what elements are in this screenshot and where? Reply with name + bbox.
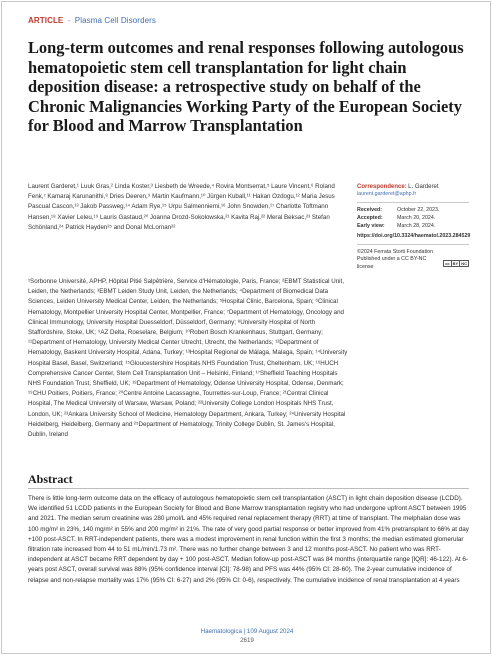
article-page xyxy=(1,1,491,654)
article-category-header xyxy=(28,16,156,25)
cc-license-icon[interactable] xyxy=(443,260,469,267)
page-footer xyxy=(2,627,492,645)
abstract-heading: Abstract xyxy=(28,472,73,486)
article-info-sidebar xyxy=(357,184,469,271)
journal-citation[interactable]: Haematologica | 109 August 2024 xyxy=(200,628,294,635)
header-separator: - xyxy=(67,16,71,25)
article-title: Long-term outcomes and renal responses following autologous hematopoietic stem cell transplantation for light chain deposition disease: a retrospective study on behalf of the Chronic Malignancies Working Party of the European Society for Blood and Marrow Transplantation xyxy=(28,38,464,135)
early-view-date: March 28, 2024. xyxy=(397,222,436,229)
doi-link[interactable]: https://doi.org/10.3324/haematol.2023.284529 xyxy=(357,233,471,240)
author-list: Laurent Garderet,¹ Luuk Gras,² Linda Koster,³ Liesbeth de Wreede,⁴ Rovira Montserrat,⁵ Laure Vincent,⁶ Roland Fenk,⁷ Kamaraj Karunanithi,⁸ Dries Deeren,⁹ Martin Kaufmann,¹⁰ Jürgen Kuball,¹¹ Hakan Ozdogu,¹² Maria Jesus Pascual Cascon,¹³ Jakob Passweg,¹⁴ Adam Rye,¹⁵ Urpu Salmenniemi,¹⁶ John Snowden,¹⁷ Charlotte Toftmann Hansen,¹⁸ Xavier Leleu,¹⁹ Lauris Gastaud,²⁰ Joanna Drozd-Sokolowska,²¹ Kavita Raj,²² Meral Beksac,²³ Stefan Schönland,²⁴ Patrick Hayden²⁵ and Donal McLornan²² xyxy=(28,183,335,231)
article-dates xyxy=(357,207,469,230)
correspondence-name: L. Garderet xyxy=(408,184,439,190)
sidebar-divider xyxy=(357,244,469,245)
abstract-text: There is little long-term outcome data on the efficacy of autologous hematopoietic stem cell transplantation (ASCT) in light chain deposition disease (LCDD). We identified 51 LCDD patients in the European Society for Blood and Bone Marrow transplantation registry who had undergone upfront ASCT between 1995 and 2021. The median serum creatinine was 280 μmol/L and 45% required renal replacement therapy (RRT) at time of transplant. The melphalan dose was 100 mg/m² in 23%, 140 mg/m² in 55% and 200 mg/m² in 21%. The rate of very good partial response or better improved from 41% pretransplant to 66% at day +100 post-ASCT. In RRT-independent patients, there was a modest improvement in renal function within the first 3 months; the median estimated glomerular filtration rate increased from 44 to 51 mL/min/1.73 m². There was no further change between 3 and 12 months post-ASCT. No patient who was RRT-independent at ASCT became RRT dependent by day + 100 post-ASCT. Median follow-up post-ASCT was 84 months (interquartile range [IQR]: 46-122). At 6-years post ASCT, overall survival was 88% (95% confidence interval [CI]: 78-98) and PFS was 44% (95% CI: 28-60). The 2-year cumulative incidence of relapse and non-relapse mortality was 17% (95% CI: 6-27) and 2% (95% CI: 0-6), respectively. The cumulative incidence of renal transplantation at 4 years xyxy=(28,495,469,584)
license-row xyxy=(357,256,469,270)
accepted-date: March 20, 2024. xyxy=(397,215,436,222)
received-date: October 22, 2023. xyxy=(397,207,440,214)
license-text: Published under a CC BY-NC license xyxy=(357,256,427,270)
sidebar-divider xyxy=(357,202,469,203)
correspondence-email-link[interactable]: laurent.garderet@aphp.fr xyxy=(357,191,417,198)
accepted-label: Accepted: xyxy=(357,215,383,222)
article-type-label: ARTICLE xyxy=(28,16,64,25)
article-subcategory-link[interactable]: Plasma Cell Disorders xyxy=(74,16,157,25)
page-number: 2619 xyxy=(240,637,254,644)
affiliation-list: ¹Sorbonne Université, APHP, Hôpital Pitié Salpêtrière, Service d'Hématologie, Paris, France; ²EBMT Statistical Unit, Leiden, the Netherlands; ³EBMT Leiden Study Unit, Leiden, the Netherlands; ⁴Department of Biomedical Data Sciences, Leiden University Medical Center, Leiden, the Netherlands; ⁵Hospital Clinic, Barcelona, Spain; ⁶Clinical Hematology, Montpellier University Hospital Center, Montpellier, France; ⁷Department of Hematology, Oncology and Clinical Immunology, University Hospital Duesseldorf, Düsseldorf, Germany; ⁸University Hospital of North Staffordshire, Stoke, UK; ⁹AZ Delta, Roeselare, Belgium; ¹⁰Robert Bosch Krankenhaus, Stuttgart, Germany; ¹¹Department of Hematology, University Medical Center Utrecht, Utrecht, the Netherlands; ¹²Department of Hematology, Baskent University Hospital, Adana, Turkey; ¹³Hospital Regional de Málaga, Malaga, Spain; ¹⁴University Hospital Basel, Basel, Switzerland; ¹⁵Gloucestershire Hospitals NHS Foundation Trust, Cheltenham, UK; ¹⁶HUCH Comprehensive Cancer Center, Stem Cell Transplantation Unit – Helsinki, Finland; ¹⁷Sheffield Teaching Hospitals NHS Foundation Trust, Sheffield, UK; ¹⁸Department of Hematology, Odense University Hospital, Odense, Denmark; ¹⁹CHU Poitiers, Poitiers, France; ²⁰Centre Antoine Lacassagne, Tourrettes-sur-Loup, France; ²¹Central Clinical Hospital, The Medical University of Warsaw, Warsaw, Poland; ²²University College London Hospitals NHS Trust, London, UK; ²³Ankara University School of Medicine, Hematology Department, Ankara, Turkey; ²⁴University Hospital Heidelberg, Heidelberg, Germany and ²⁵Department of Hematology, Trinity College Dublin, St. James's Hospital, Dublin, Ireland xyxy=(28,278,348,439)
correspondence-label: Correspondence: xyxy=(357,184,407,190)
cc-badge-part: NC xyxy=(461,261,467,267)
correspondence-block xyxy=(357,184,469,198)
abstract-divider xyxy=(28,488,469,489)
copyright-notice: ©2024 Ferrata Storti Foundation xyxy=(357,249,434,256)
cc-badge-part: BY xyxy=(452,261,459,267)
received-label: Received: xyxy=(357,207,383,214)
cc-badge-part: cc xyxy=(445,261,450,267)
early-view-label: Early view: xyxy=(357,222,385,229)
